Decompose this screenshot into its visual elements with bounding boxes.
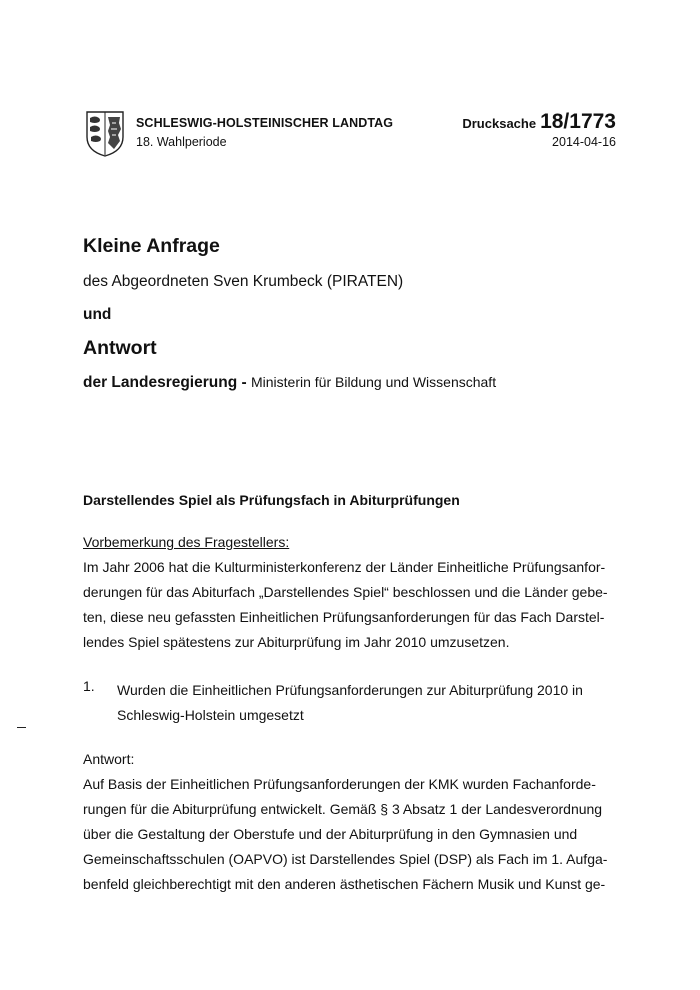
org-name: SCHLESWIG-HOLSTEINISCHER LANDTAG xyxy=(136,116,394,130)
drucksache xyxy=(462,110,616,134)
coat-of-arms-icon xyxy=(86,111,124,157)
answer-line: benfeld gleichberechtigt mit den anderen ästhetischen Fächern Musik und Kunst ge- xyxy=(83,876,606,892)
document-date: 2014-04-16 xyxy=(552,135,616,149)
margin-mark xyxy=(17,727,26,728)
preface-line: derungen für das Abiturfach „Darstellendes Spiel“ beschlossen und die Länder gebe- xyxy=(83,584,608,600)
answer-section xyxy=(83,747,618,897)
und-line: und xyxy=(83,306,112,323)
preface-heading: Vorbemerkung des Fragestellers: xyxy=(83,534,290,550)
election-period: 18. Wahlperiode xyxy=(136,135,227,149)
preface-section xyxy=(83,530,618,655)
government-label: der Landesregierung - xyxy=(83,374,247,391)
answer-line: rungen für die Abiturprüfung entwickelt. Gemäß § 3 Absatz 1 der Landesverordnung xyxy=(83,801,603,817)
topic-title: Darstellendes Spiel als Prüfungsfach in Abiturprüfungen xyxy=(83,492,460,508)
question-line: Wurden die Einheitlichen Prüfungsanforderungen zur Abiturprüfung 2010 in xyxy=(117,682,583,698)
government-line xyxy=(83,374,496,392)
preface-line: lendes Spiel spätestens zur Abiturprüfung im Jahr 2010 umzusetzen. xyxy=(83,634,510,650)
answer-line: über die Gestaltung der Oberstufe und der Abiturprüfung in den Gymnasien und xyxy=(83,826,578,842)
answer-line: Gemeinschaftsschulen (OAPVO) ist Darstellendes Spiel (DSP) als Fach im 1. Aufga- xyxy=(83,851,608,867)
preface-line: ten, diese neu gefassten Einheitlichen Prüfungsanforderungen für das Fach Darstel- xyxy=(83,609,605,625)
heading-antwort: Antwort xyxy=(83,337,157,359)
question-text xyxy=(117,678,617,728)
ministry-label: Ministerin für Bildung und Wissenschaft xyxy=(250,374,497,390)
asker-line: des Abgeordneten Sven Krumbeck (PIRATEN) xyxy=(83,273,404,290)
drucksache-label: Drucksache xyxy=(462,116,537,131)
question-line: Schleswig-Holstein umgesetzt xyxy=(117,707,304,723)
answer-heading: Antwort: xyxy=(83,751,135,767)
answer-line: Auf Basis der Einheitlichen Prüfungsanforderungen der KMK wurden Fachanforde- xyxy=(83,776,596,792)
heading-kleine-anfrage: Kleine Anfrage xyxy=(83,235,220,257)
question-number: 1. xyxy=(83,678,95,694)
drucksache-number: 18/1773 xyxy=(540,110,616,133)
preface-line: Im Jahr 2006 hat die Kulturministerkonferenz der Länder Einheitliche Prüfungsanfor- xyxy=(83,559,606,575)
